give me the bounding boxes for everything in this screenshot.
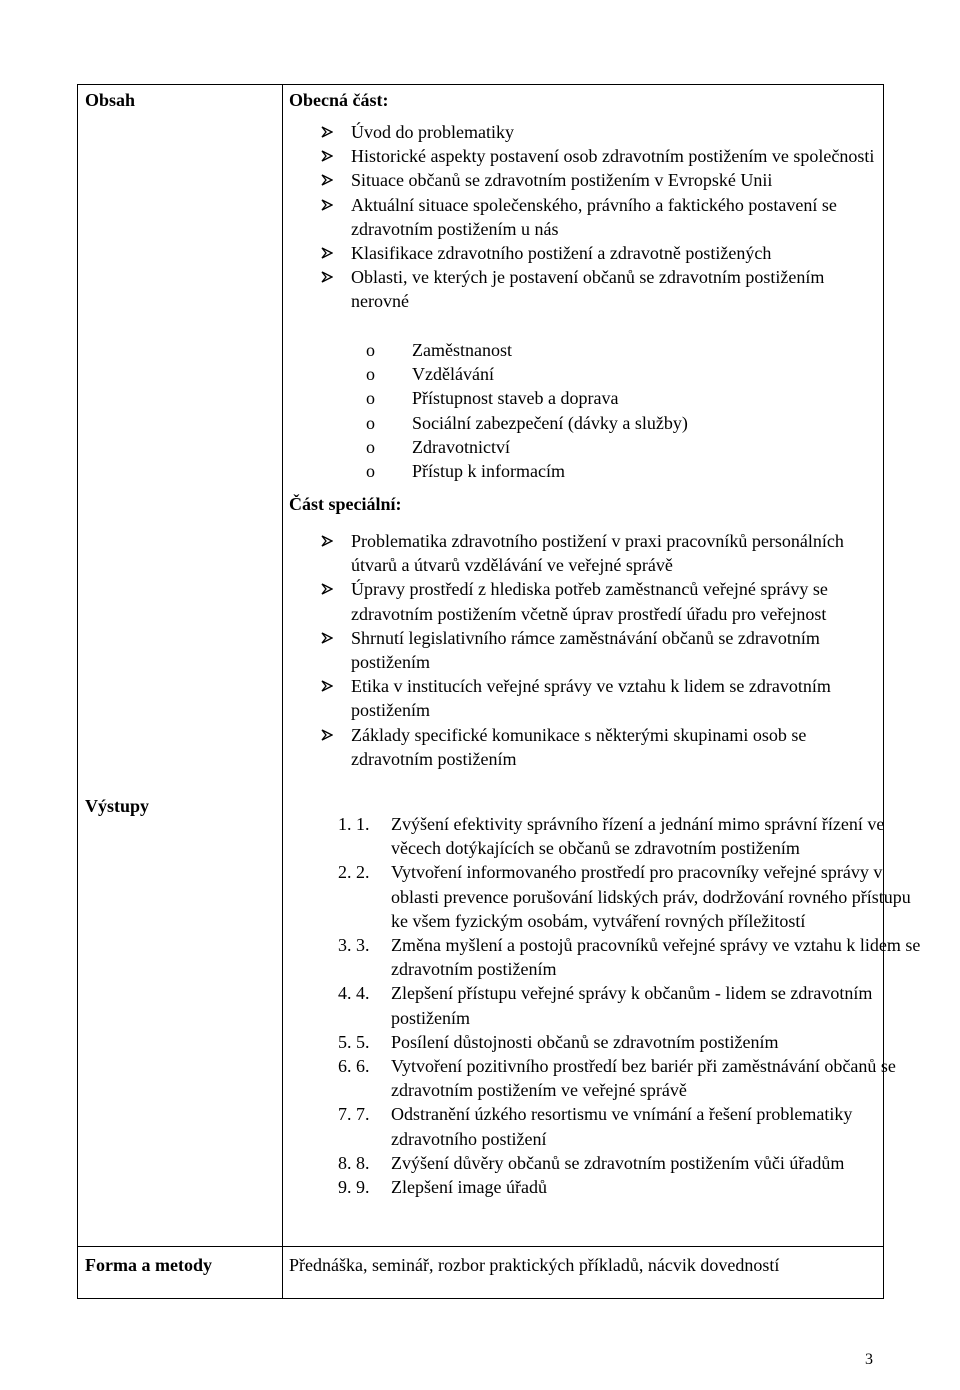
item-number: 4. 4. — [356, 983, 370, 1004]
circle-bullet: o — [366, 436, 375, 457]
circle-bullet: o — [366, 364, 375, 385]
arrow-bullet-icon — [321, 126, 333, 138]
item-number: 7. 7. — [356, 1104, 370, 1125]
list-item: Aktuální situace společenského, právního a faktického postavení se zdravotním postižením u nás — [321, 193, 881, 241]
arrow-bullet-icon — [321, 583, 333, 595]
sublist-item: o Vzdělávání — [366, 362, 866, 386]
general-topics-list — [321, 120, 881, 314]
arrow-bullet-icon — [321, 680, 333, 692]
list-item: Úpravy prostředí z hlediska potřeb zaměstnanců veřejné správy se zdravotním postižením včetně úprav prostředí úřadu pro veřejnost — [321, 577, 881, 625]
page-number: 3 — [865, 1351, 873, 1368]
item-number: 2. 2. — [356, 862, 370, 883]
list-item: 4. 4. Zlepšení přístupu veřejné správy k občanům - lidem se zdravotním postižením — [356, 981, 921, 1029]
list-item: Etika v institucích veřejné správy ve vztahu k lidem se zdravotním postižením — [321, 674, 881, 722]
list-item: 5. 5. Posílení důstojnosti občanů se zdravotním postižením — [356, 1030, 921, 1054]
sublist-item: o Přístupnost staveb a doprava — [366, 386, 866, 410]
list-item: Klasifikace zdravotního postižení a zdravotně postižených — [321, 241, 881, 265]
arrow-bullet-icon — [321, 729, 333, 741]
list-item: Shrnutí legislativního rámce zaměstnávání občanů se zdravotním postižením — [321, 626, 881, 674]
item-number: 5. 5. — [356, 1031, 370, 1052]
row-label-obsah: Obsah — [85, 90, 136, 110]
list-item: Úvod do problematiky — [321, 120, 881, 144]
item-number: 6. 6. — [356, 1056, 370, 1077]
arrow-bullet-icon — [321, 174, 333, 186]
arrow-bullet-icon — [321, 535, 333, 547]
areas-sublist — [366, 338, 866, 483]
special-part-heading: Část speciální: — [289, 494, 402, 514]
sublist-item: o Zaměstnanost — [366, 338, 866, 362]
special-topics-list — [321, 529, 881, 771]
sublist-item: o Přístup k informacím — [366, 459, 866, 483]
sublist-item: o Zdravotnictví — [366, 435, 866, 459]
forma-text: Přednáška, seminář, rozbor praktických příkladů, nácvik dovedností — [289, 1255, 780, 1275]
list-item: 1. 1. Zvýšení efektivity správního řízení a jednání mimo správní řízení ve věcech dotýkajících se občanů se zdravotním postižením — [356, 812, 921, 860]
outcomes-list — [316, 812, 921, 1199]
sublist-item: o Sociální zabezpečení (dávky a služby) — [366, 411, 866, 435]
list-item: 3. 3. Změna myšlení a postojů pracovníků veřejné správy ve vztahu k lidem se zdravotním postižením — [356, 933, 921, 981]
list-item: 8. 8. Zvýšení důvěry občanů se zdravotním postižením vůči úřadům — [356, 1151, 921, 1175]
item-number: 1. 1. — [356, 814, 370, 834]
circle-bullet: o — [366, 388, 375, 409]
item-number: 3. 3. — [356, 935, 370, 956]
circle-bullet: o — [366, 461, 375, 482]
row-label-forma: Forma a metody — [85, 1255, 212, 1275]
item-number: 8. 8. — [356, 1152, 370, 1173]
list-item: Historické aspekty postavení osob zdravotním postižením ve společnosti — [321, 144, 881, 168]
circle-bullet: o — [366, 340, 375, 360]
general-part-heading: Obecná část: — [289, 90, 389, 110]
arrow-bullet-icon — [321, 271, 333, 283]
arrow-bullet-icon — [321, 632, 333, 644]
circle-bullet: o — [366, 412, 375, 433]
list-item: Oblasti, ve kterých je postavení občanů se zdravotním postižením nerovné — [321, 265, 881, 313]
list-item: Problematika zdravotního postižení v praxi pracovníků personálních útvarů a útvarů vzdělávání ve veřejné správě — [321, 529, 881, 577]
item-number: 9. 9. — [356, 1177, 370, 1198]
row-divider-forma — [78, 1246, 883, 1247]
column-divider — [282, 85, 283, 1298]
arrow-bullet-icon — [321, 247, 333, 259]
list-item: Situace občanů se zdravotním postižením v Evropské Unii — [321, 168, 881, 192]
list-item: 6. 6. Vytvoření pozitivního prostředí bez bariér při zaměstnávání občanů se zdravotním postižením ve veřejné správě — [356, 1054, 921, 1102]
row-label-vystupy: Výstupy — [85, 796, 150, 816]
list-item: 7. 7. Odstranění úzkého resortismu ve vnímání a řešení problematiky zdravotního postižení — [356, 1102, 921, 1150]
course-table — [77, 84, 921, 1299]
list-item: Základy specifické komunikace s některými skupinami osob se zdravotním postižením — [321, 723, 881, 771]
arrow-bullet-icon — [321, 150, 333, 162]
list-item: 9. 9. Zlepšení image úřadů — [356, 1175, 921, 1199]
arrow-bullet-icon — [321, 199, 333, 211]
list-item: 2. 2. Vytvoření informovaného prostředí pro pracovníky veřejné správy v oblasti prevence porušování lidských práv, dodržování rovného přístupu ke všem fyzickým osobám, vytváření rovných příležitostí — [356, 860, 921, 933]
